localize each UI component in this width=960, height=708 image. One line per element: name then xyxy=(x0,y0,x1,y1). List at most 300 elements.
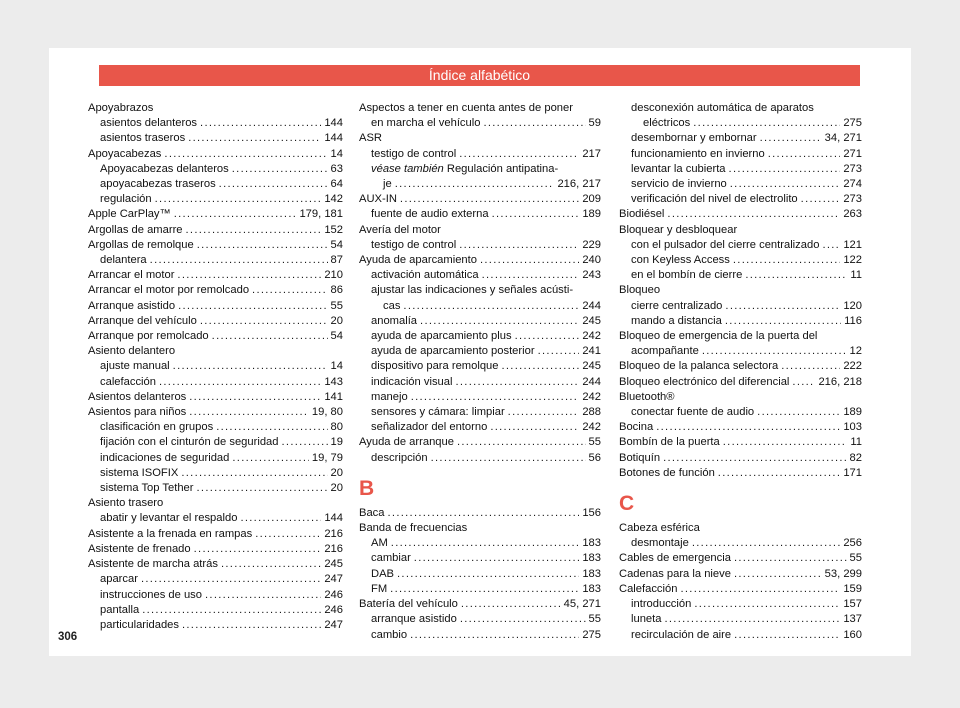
entry-page-ref: 55 xyxy=(588,436,601,449)
index-entry xyxy=(88,527,343,542)
entry-page-ref: 11 xyxy=(850,436,862,449)
dot-leader xyxy=(197,238,328,253)
heading-text: ASR xyxy=(359,132,383,145)
entry-term: descripción xyxy=(371,451,428,464)
dot-leader xyxy=(480,253,579,268)
entry-page-ref: 45, 271 xyxy=(563,598,601,611)
entry-page-ref: 19, 79 xyxy=(311,451,343,464)
index-entry xyxy=(619,551,862,566)
index-entry xyxy=(359,375,601,390)
entry-page-ref: 86 xyxy=(330,284,343,297)
dot-leader xyxy=(194,542,322,557)
entry-term: en el bombín de cierre xyxy=(631,269,743,282)
index-heading xyxy=(359,101,601,116)
entry-term: cambio xyxy=(371,628,408,641)
entry-term: Calefacción xyxy=(619,582,678,595)
entry-term: levantar la cubierta xyxy=(631,162,726,175)
entry-term: activación automática xyxy=(371,269,479,282)
entry-term: AM xyxy=(371,537,388,550)
entry-page-ref: 245 xyxy=(324,558,343,571)
entry-page-ref: 20 xyxy=(330,466,343,479)
index-entry xyxy=(359,344,601,359)
dot-leader xyxy=(141,572,321,587)
dot-leader xyxy=(781,359,840,374)
index-entry xyxy=(359,435,601,450)
dot-leader xyxy=(255,527,321,542)
index-entry xyxy=(359,551,601,566)
dot-leader xyxy=(538,344,580,359)
index-entry xyxy=(88,618,343,633)
entry-term: testigo de control xyxy=(371,147,457,160)
index-entry xyxy=(359,390,601,405)
entry-term: Botones de función xyxy=(619,466,715,479)
dot-leader xyxy=(188,131,321,146)
entry-term: apoyacabezas traseros xyxy=(100,178,216,191)
section-letter: B xyxy=(359,476,375,500)
dot-leader xyxy=(457,435,586,450)
index-entry xyxy=(619,628,862,643)
entry-page-ref: 20 xyxy=(330,314,343,327)
dot-leader xyxy=(388,506,580,521)
index-entry xyxy=(619,536,862,551)
index-entry xyxy=(88,238,343,253)
entry-term: verificación del nivel de electrolito xyxy=(631,193,798,206)
entry-page-ref: 55 xyxy=(330,299,343,312)
index-entry xyxy=(619,582,862,597)
heading-text: Aspectos a tener en cuenta antes de poner xyxy=(359,102,573,114)
entry-page-ref: 179, 181 xyxy=(299,208,343,221)
entry-page-ref: 64 xyxy=(330,178,343,191)
index-entry xyxy=(359,359,601,374)
heading-text: Cabeza esférica xyxy=(619,522,700,535)
index-entry xyxy=(619,420,862,435)
entry-term: Cadenas para la nieve xyxy=(619,567,731,580)
index-entry xyxy=(359,192,601,207)
dot-leader xyxy=(801,192,841,207)
dot-leader xyxy=(723,435,848,450)
index-entry xyxy=(359,506,601,521)
entry-page-ref: 216 xyxy=(324,542,343,555)
index-entry xyxy=(619,116,862,131)
entry-term: conectar fuente de audio xyxy=(631,406,755,419)
entry-term: con Keyless Access xyxy=(631,254,730,267)
index-entry xyxy=(88,359,343,374)
entry-page-ref: 240 xyxy=(582,254,601,267)
entry-page-ref: 11 xyxy=(850,269,862,282)
index-entry xyxy=(88,603,343,618)
index-entry xyxy=(359,420,601,435)
index-entry xyxy=(359,177,601,192)
entry-page-ref: 142 xyxy=(324,193,343,206)
index-entry xyxy=(359,207,601,222)
entry-term: sistema ISOFIX xyxy=(100,466,179,479)
entry-page-ref: 216 xyxy=(324,527,343,540)
entry-page-ref: 144 xyxy=(324,132,343,145)
index-heading xyxy=(88,496,343,511)
index-entry xyxy=(88,390,343,405)
entry-term: arranque asistido xyxy=(371,613,457,626)
entry-term: particularidades xyxy=(100,618,179,631)
entry-page-ref: 14 xyxy=(330,147,343,160)
entry-page-ref: 63 xyxy=(330,162,343,175)
index-entry xyxy=(88,283,343,298)
entry-term: testigo de control xyxy=(371,238,457,251)
entry-term: Baca xyxy=(359,506,385,519)
entry-page-ref: 80 xyxy=(330,421,343,434)
entry-term: desmontaje xyxy=(631,537,689,550)
entry-page-ref: 216, 217 xyxy=(557,178,601,191)
index-entry xyxy=(88,542,343,557)
entry-term: clasificación en grupos xyxy=(100,421,214,434)
entry-term: ayuda de aparcamiento posterior xyxy=(371,345,535,358)
dot-leader xyxy=(221,557,321,572)
entry-term: Apoyacabezas delanteros xyxy=(100,162,229,175)
page-number: 306 xyxy=(58,631,78,643)
dot-leader xyxy=(501,359,579,374)
entry-term: manejo xyxy=(371,390,408,403)
heading-text: ajustar las indicaciones y señales acústi- xyxy=(371,284,574,297)
index-column-3 xyxy=(619,101,862,643)
index-entry xyxy=(619,314,862,329)
dot-leader xyxy=(459,238,579,253)
entry-term: ajuste manual xyxy=(100,360,170,373)
dot-leader xyxy=(680,582,840,597)
heading-text: Banda de frecuencias xyxy=(359,522,468,535)
dot-leader xyxy=(205,588,321,603)
index-entry xyxy=(619,344,862,359)
index-heading xyxy=(88,101,343,116)
entry-term: Biodiésel xyxy=(619,208,665,221)
entry-term: instrucciones de uso xyxy=(100,588,202,601)
entry-page-ref: 242 xyxy=(582,330,601,343)
entry-term: en marcha el vehículo xyxy=(371,117,481,130)
dot-leader xyxy=(200,116,321,131)
dot-leader xyxy=(174,207,297,222)
entry-page-ref: 245 xyxy=(582,314,601,327)
entry-page-ref: 53, 299 xyxy=(824,567,862,580)
entry-page-ref: 120 xyxy=(843,299,862,312)
entry-term: con el pulsador del cierre centralizado xyxy=(631,238,820,251)
index-entry xyxy=(359,451,601,466)
dot-leader xyxy=(282,435,328,450)
entry-page-ref: 55 xyxy=(849,552,862,565)
entry-term: Asistente de marcha atrás xyxy=(88,558,218,571)
dot-leader xyxy=(656,420,840,435)
dot-leader xyxy=(734,551,847,566)
heading-text: Asiento trasero xyxy=(88,497,164,510)
dot-leader xyxy=(189,390,321,405)
dot-leader xyxy=(150,253,328,268)
dot-leader xyxy=(718,466,841,481)
entry-page-ref: 274 xyxy=(843,178,862,191)
dot-leader xyxy=(482,268,580,283)
dot-leader xyxy=(461,597,561,612)
dot-leader xyxy=(460,612,586,627)
dot-leader xyxy=(155,192,322,207)
entry-page-ref: 189 xyxy=(582,208,601,221)
entry-page-ref: 54 xyxy=(330,330,343,343)
entry-term: Bocina xyxy=(619,421,654,434)
dot-leader xyxy=(197,481,328,496)
dot-leader xyxy=(189,405,309,420)
entry-page-ref: 288 xyxy=(582,406,601,419)
entry-page-ref: 275 xyxy=(843,117,862,130)
entry-page-ref: 222 xyxy=(843,360,862,373)
index-entry xyxy=(619,192,862,207)
entry-page-ref: 189 xyxy=(843,406,862,419)
index-entry xyxy=(619,253,862,268)
entry-term: señalizador del entorno xyxy=(371,421,488,434)
index-entry xyxy=(88,329,343,344)
entry-term: je xyxy=(383,178,392,191)
entry-page-ref: 12 xyxy=(849,345,862,358)
index-heading xyxy=(619,223,862,238)
dot-leader xyxy=(745,268,847,283)
dot-leader xyxy=(414,551,580,566)
index-entry xyxy=(359,147,601,162)
index-entry xyxy=(359,567,601,582)
entry-page-ref: 137 xyxy=(843,613,862,626)
entry-page-ref: 144 xyxy=(324,117,343,130)
entry-term: sistema Top Tether xyxy=(100,482,194,495)
index-entry xyxy=(359,612,601,627)
dot-leader xyxy=(792,375,815,390)
entry-term: Ayuda de aparcamiento xyxy=(359,254,477,267)
entry-page-ref: 241 xyxy=(582,345,601,358)
entry-page-ref: 183 xyxy=(582,537,601,550)
index-entry xyxy=(88,177,343,192)
dot-leader xyxy=(725,299,840,314)
entry-term: funcionamiento en invierno xyxy=(631,147,765,160)
dot-leader xyxy=(178,299,327,314)
dot-leader xyxy=(663,451,846,466)
entry-page-ref: 121 xyxy=(843,238,862,251)
entry-page-ref: 157 xyxy=(843,598,862,611)
index-entry xyxy=(359,299,601,314)
page-title: Índice alfabético xyxy=(99,65,860,86)
entry-page-ref: 244 xyxy=(582,299,601,312)
entry-term: Argollas de amarre xyxy=(88,223,183,236)
index-entry xyxy=(619,466,862,481)
heading-text: Regulación antipatina- xyxy=(446,162,559,175)
index-entry xyxy=(88,481,343,496)
index-entry xyxy=(88,299,343,314)
entry-term: asientos delanteros xyxy=(100,117,198,130)
index-entry xyxy=(619,359,862,374)
dot-leader xyxy=(768,147,841,162)
index-entry xyxy=(88,253,343,268)
entry-page-ref: 34, 271 xyxy=(824,132,862,145)
dot-leader xyxy=(403,299,579,314)
entry-page-ref: 19, 80 xyxy=(311,406,343,419)
index-heading xyxy=(619,101,862,116)
heading-text: Asiento delantero xyxy=(88,345,176,358)
entry-page-ref: 54 xyxy=(330,238,343,251)
index-entry xyxy=(619,162,862,177)
index-entry xyxy=(619,238,862,253)
index-entry xyxy=(359,405,601,420)
entry-term: Arranque por remolcado xyxy=(88,330,209,343)
see-also-label: véase también xyxy=(371,162,444,175)
entry-page-ref: 242 xyxy=(582,421,601,434)
dot-leader xyxy=(173,359,328,374)
dot-leader xyxy=(391,536,580,551)
heading-text: desconexión automática de aparatos xyxy=(631,102,814,114)
entry-term: delantera xyxy=(100,254,147,267)
entry-page-ref: 19 xyxy=(330,436,343,449)
entry-page-ref: 242 xyxy=(582,390,601,403)
index-entry xyxy=(88,131,343,146)
dot-leader xyxy=(232,162,328,177)
entry-term: Arranque del vehículo xyxy=(88,314,197,327)
index-entry xyxy=(619,451,862,466)
heading-text: Bluetooth® xyxy=(619,390,675,403)
entry-term: servicio de invierno xyxy=(631,178,727,191)
entry-term: indicación visual xyxy=(371,375,453,388)
index-entry xyxy=(619,435,862,450)
entry-page-ref: 20 xyxy=(330,482,343,495)
index-heading xyxy=(359,521,601,536)
dot-leader xyxy=(240,511,321,526)
entry-page-ref: 210 xyxy=(324,269,343,282)
entry-term: Apple CarPlay™ xyxy=(88,208,171,221)
index-entry xyxy=(88,557,343,572)
entry-page-ref: 143 xyxy=(324,375,343,388)
dot-leader xyxy=(232,451,309,466)
dot-leader xyxy=(186,223,322,238)
entry-term: Arrancar el motor xyxy=(88,269,175,282)
heading-text: Apoyabrazos xyxy=(88,102,154,114)
entry-term: eléctricos xyxy=(643,117,691,130)
index-entry xyxy=(88,223,343,238)
entry-term: sensores y cámara: limpiar xyxy=(371,406,505,419)
entry-page-ref: 56 xyxy=(588,451,601,464)
index-entry xyxy=(619,268,862,283)
index-heading xyxy=(359,162,601,177)
dot-leader xyxy=(219,177,328,192)
entry-term: calefacción xyxy=(100,375,156,388)
dot-leader xyxy=(822,238,840,253)
dot-leader xyxy=(702,344,847,359)
index-entry xyxy=(88,314,343,329)
dot-leader xyxy=(694,597,840,612)
index-entry xyxy=(88,268,343,283)
entry-term: pantalla xyxy=(100,603,140,616)
index-heading xyxy=(619,329,862,344)
entry-term: Asistente de frenado xyxy=(88,542,191,555)
index-entry xyxy=(88,405,343,420)
dot-leader xyxy=(490,420,579,435)
heading-text: Bloqueo xyxy=(619,284,661,297)
dot-leader xyxy=(483,116,585,131)
dot-leader xyxy=(492,207,580,222)
entry-term: Asientos delanteros xyxy=(88,390,187,403)
dot-leader xyxy=(734,628,840,643)
index-entry xyxy=(619,147,862,162)
dot-leader xyxy=(212,329,328,344)
index-entry xyxy=(359,116,601,131)
entry-page-ref: 183 xyxy=(582,567,601,580)
entry-term: anomalía xyxy=(371,314,418,327)
dot-leader xyxy=(733,253,840,268)
entry-page-ref: 156 xyxy=(582,506,601,519)
entry-page-ref: 14 xyxy=(330,360,343,373)
dot-leader xyxy=(164,147,327,162)
dot-leader xyxy=(390,582,579,597)
entry-term: Arrancar el motor por remolcado xyxy=(88,284,250,297)
entry-term: indicaciones de seguridad xyxy=(100,451,230,464)
entry-page-ref: 271 xyxy=(843,147,862,160)
entry-term: DAB xyxy=(371,567,395,580)
entry-page-ref: 263 xyxy=(843,208,862,221)
dot-leader xyxy=(508,405,580,420)
index-entry xyxy=(88,162,343,177)
entry-page-ref: 159 xyxy=(843,582,862,595)
dot-leader xyxy=(411,390,580,405)
entry-page-ref: 171 xyxy=(843,466,862,479)
dot-leader xyxy=(664,612,840,627)
dot-leader xyxy=(730,177,841,192)
dot-leader xyxy=(216,420,327,435)
index-entry xyxy=(359,597,601,612)
index-column-2 xyxy=(359,101,601,643)
entry-term: asientos traseros xyxy=(100,132,186,145)
entry-term: Cables de emergencia xyxy=(619,552,731,565)
dot-leader xyxy=(177,268,321,283)
entry-page-ref: 273 xyxy=(843,162,862,175)
index-column-1 xyxy=(88,101,343,633)
entry-term: Batería del vehículo xyxy=(359,598,458,611)
index-entry xyxy=(619,177,862,192)
dot-leader xyxy=(729,162,841,177)
entry-page-ref: 82 xyxy=(849,451,862,464)
entry-term: cierre centralizado xyxy=(631,299,723,312)
dot-leader xyxy=(182,618,321,633)
dot-leader xyxy=(420,314,579,329)
index-entry xyxy=(88,420,343,435)
entry-term: AUX-IN xyxy=(359,193,397,206)
index-entry xyxy=(88,588,343,603)
dot-leader xyxy=(410,628,579,643)
entry-page-ref: 245 xyxy=(582,360,601,373)
index-entry xyxy=(88,207,343,222)
index-entry xyxy=(88,466,343,481)
dot-leader xyxy=(395,177,555,192)
entry-term: Arranque asistido xyxy=(88,299,176,312)
dot-leader xyxy=(200,314,328,329)
index-entry xyxy=(88,435,343,450)
index-entry xyxy=(619,207,862,222)
entry-term: Bloqueo de la palanca selectora xyxy=(619,360,779,373)
index-heading xyxy=(619,521,862,536)
entry-page-ref: 273 xyxy=(843,193,862,206)
entry-page-ref: 160 xyxy=(843,628,862,641)
index-entry xyxy=(359,628,601,643)
entry-term: recirculación de aire xyxy=(631,628,732,641)
entry-term: fuente de audio externa xyxy=(371,208,489,221)
index-heading xyxy=(359,223,601,238)
entry-page-ref: 152 xyxy=(324,223,343,236)
entry-page-ref: 55 xyxy=(588,613,601,626)
entry-page-ref: 256 xyxy=(843,537,862,550)
heading-text: Avería del motor xyxy=(359,223,441,236)
dot-leader xyxy=(400,192,579,207)
index-entry xyxy=(359,238,601,253)
index-entry xyxy=(88,375,343,390)
index-entry xyxy=(88,451,343,466)
entry-term: aparcar xyxy=(100,573,138,586)
dot-leader xyxy=(667,207,840,222)
